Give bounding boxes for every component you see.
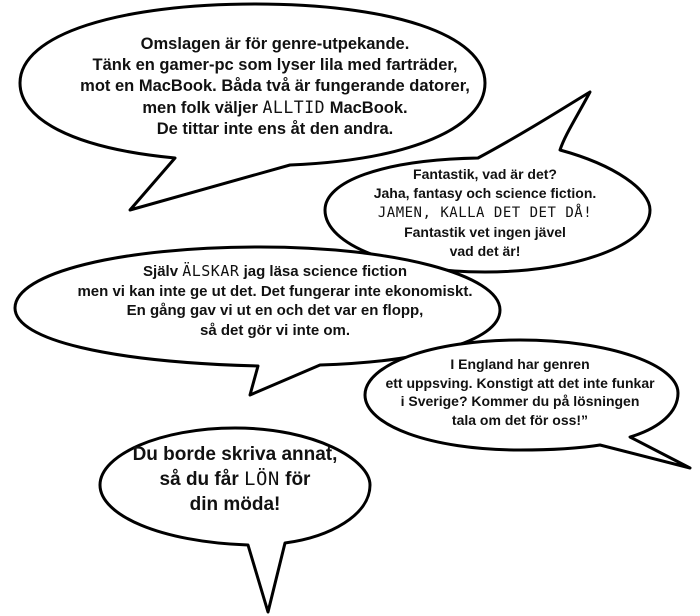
bubble-line	[60, 262, 490, 282]
bubble-line	[70, 34, 480, 55]
bubble-text-segment: men vi kan inte ge ut det. Det fungerar inte ekonomiskt.	[77, 282, 473, 300]
bubble-4-text	[370, 355, 670, 429]
bubble-text-segment: Själv	[143, 263, 183, 280]
bubble-text-segment: vad det är!	[449, 243, 521, 259]
bubble-text-segment: De tittar inte ens åt den andra.	[156, 120, 394, 138]
bubble-text-segment: i Sverige? Kommer du på lösningen	[400, 393, 640, 409]
bubble-line	[370, 355, 670, 374]
bubble-text-segment: MacBook.	[325, 99, 408, 117]
bubble-line	[70, 119, 480, 140]
bubble-text-segment: En gång gav vi ut en och det var en flopp,	[126, 302, 424, 319]
bubble-text-segment: Fantastik vet ingen jävel	[404, 224, 566, 240]
bubble-line	[70, 55, 480, 76]
bubble-line	[335, 223, 635, 242]
bubble-line	[105, 492, 365, 517]
bubble-line	[70, 76, 480, 97]
bubble-3-text	[60, 262, 490, 340]
bubble-text-segment: mot en MacBook. Båda två är fungerande datorer,	[80, 77, 470, 95]
emphasis-text: ÄLSKAR	[182, 262, 240, 280]
bubble-text-segment: din möda!	[189, 494, 281, 515]
bubble-1-text	[70, 34, 480, 140]
emphasis-text: LÖN	[244, 468, 280, 490]
bubble-text-segment: så det gör vi inte om.	[199, 321, 351, 339]
bubble-text-segment: tala om det för oss!”	[451, 411, 589, 428]
bubble-2-text	[335, 165, 635, 261]
bubble-line	[60, 282, 490, 302]
emphasis-text: ALLTID	[262, 98, 326, 117]
bubble-text-segment: Tänk en gamer-pc som lyser lila med farträder,	[92, 56, 458, 74]
bubble-text-segment: för	[279, 469, 311, 490]
bubble-text-segment: men folk väljer	[142, 99, 263, 117]
bubble-text-segment: jag läsa science fiction	[239, 263, 407, 280]
bubble-line	[105, 442, 365, 467]
bubble-text-segment: I England har genren	[450, 356, 590, 372]
bubble-line	[370, 392, 670, 411]
bubble-line	[370, 411, 670, 430]
bubble-text-segment: Omslagen är för genre-utpekande.	[140, 35, 410, 53]
bubble-line	[335, 184, 635, 203]
bubble-line	[105, 467, 365, 492]
bubble-5-text	[105, 442, 365, 517]
bubble-line	[60, 301, 490, 321]
bubble-text-segment: ett uppsving. Konstigt att det inte funkar	[385, 374, 655, 391]
bubble-line	[60, 321, 490, 341]
bubble-text-segment: Du borde skriva annat,	[132, 444, 338, 465]
bubble-text-segment: så du får	[159, 469, 245, 490]
bubble-line	[335, 203, 635, 223]
bubble-text-segment: Fantastik, vad är det?	[413, 166, 557, 182]
bubble-line	[335, 165, 635, 184]
emphasis-text: JAMEN, KALLA DET DET DÅ!	[377, 205, 593, 221]
bubble-line	[335, 242, 635, 261]
bubble-line	[70, 97, 480, 119]
bubble-text-segment: Jaha, fantasy och science fiction.	[373, 185, 597, 201]
bubble-line	[370, 374, 670, 393]
